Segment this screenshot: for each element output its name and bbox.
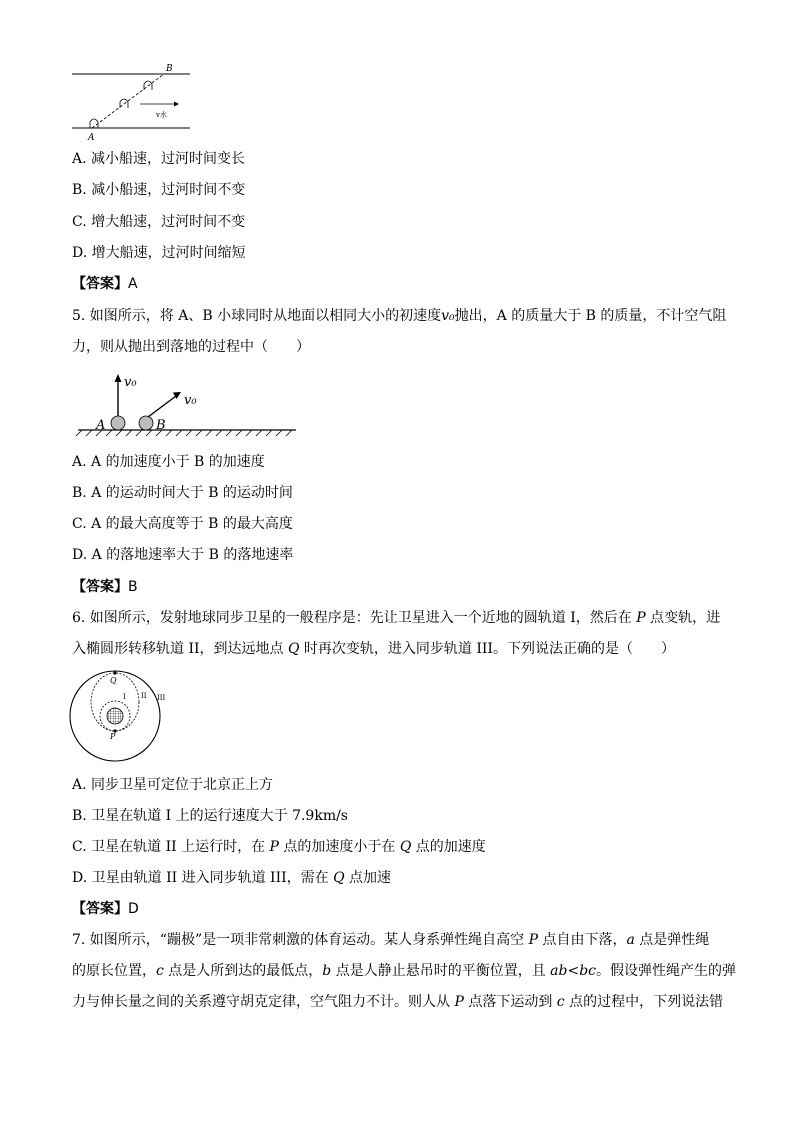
q4-option-d: D. 增大船速，过河时间缩短 <box>72 245 246 261</box>
q5-stem-line1: 5. 如图所示，将 A、B 小球同时从地面以相同大小的初速度v₀抛出，A 的质量大于 B 的质量，不计空气阻 <box>72 308 727 324</box>
label-v0-oblique: v₀ <box>184 393 197 408</box>
q6-option-c: C. 卫星在轨道 II 上运行时，在 P 点的加速度小于在 Q 点的加速度 <box>72 839 486 855</box>
projectile-figure <box>74 370 300 438</box>
satellite-orbit-figure <box>68 666 178 766</box>
q5-option-d: D. A 的落地速率大于 B 的落地速率 <box>72 547 294 563</box>
q6-option-a: A. 同步卫星可定位于北京正上方 <box>72 777 274 793</box>
q4-answer: 【答案】A <box>72 276 138 292</box>
ball-a <box>111 416 125 430</box>
q4-option-c: C. 增大船速，过河时间不变 <box>72 214 246 230</box>
q5-option-a: A. A 的加速度小于 B 的加速度 <box>72 454 265 470</box>
q6-stem-line1: 6. 如图所示，发射地球同步卫星的一般程序是：先让卫星进入一个近地的圆轨道 I，然后在 P 点变轨，进 <box>72 610 721 626</box>
label-b: B <box>166 64 173 74</box>
q6-option-b: B. 卫星在轨道 I 上的运行速度大于 7.9km/s <box>72 808 348 824</box>
earth <box>107 708 123 724</box>
q5-stem-line2: 力，则从抛出到落地的过程中（ ） <box>72 339 310 355</box>
q7-stem-line1: 7. 如图所示，“蹦极”是一项非常刺激的体育运动。某人身系弹性绳自高空 P 点自由下落，a 点是弹性绳 <box>72 932 710 948</box>
label-a: A <box>96 418 106 433</box>
label-a: A <box>88 133 95 142</box>
ball-b <box>139 416 153 430</box>
label-q: Q <box>110 676 117 685</box>
q4-option-b: B. 减小船速，过河时间不变 <box>72 182 246 198</box>
q6-stem-line2: 入椭圆形转移轨道 II，到达远地点 Q 时再次变轨，进入同步轨道 III。下列说法正确的是（ ） <box>72 641 675 657</box>
label-iii: III <box>157 694 166 702</box>
label-ii: II <box>141 692 147 700</box>
q4-option-a: A. 减小船速，过河时间变长 <box>72 151 246 167</box>
label-p: P <box>110 732 116 741</box>
q7-stem-line2: 的原长位置，c 点是人所到达的最低点，b 点是人静止悬吊时的平衡位置，且 ab<bc。假设弹性绳产生的弹 <box>72 963 737 979</box>
q5-answer: 【答案】B <box>72 579 138 595</box>
q6-answer: 【答案】D <box>72 901 139 917</box>
label-b: B <box>156 418 166 433</box>
label-i: I <box>123 693 126 701</box>
label-v-water: v水 <box>156 111 167 119</box>
label-v0-vertical: v₀ <box>124 375 137 390</box>
q5-option-c: C. A 的最大高度等于 B 的最大高度 <box>72 516 293 532</box>
q7-stem-line3: 力与伸长量之间的关系遵守胡克定律，空气阻力不计。则人从 P 点落下运动到 c 点的过程中，下列说法错 <box>72 994 724 1010</box>
q6-option-d: D. 卫星由轨道 II 进入同步轨道 III，需在 Q 点加速 <box>72 870 392 886</box>
q5-option-b: B. A 的运动时间大于 B 的运动时间 <box>72 485 293 501</box>
river-crossing-figure <box>66 60 196 142</box>
